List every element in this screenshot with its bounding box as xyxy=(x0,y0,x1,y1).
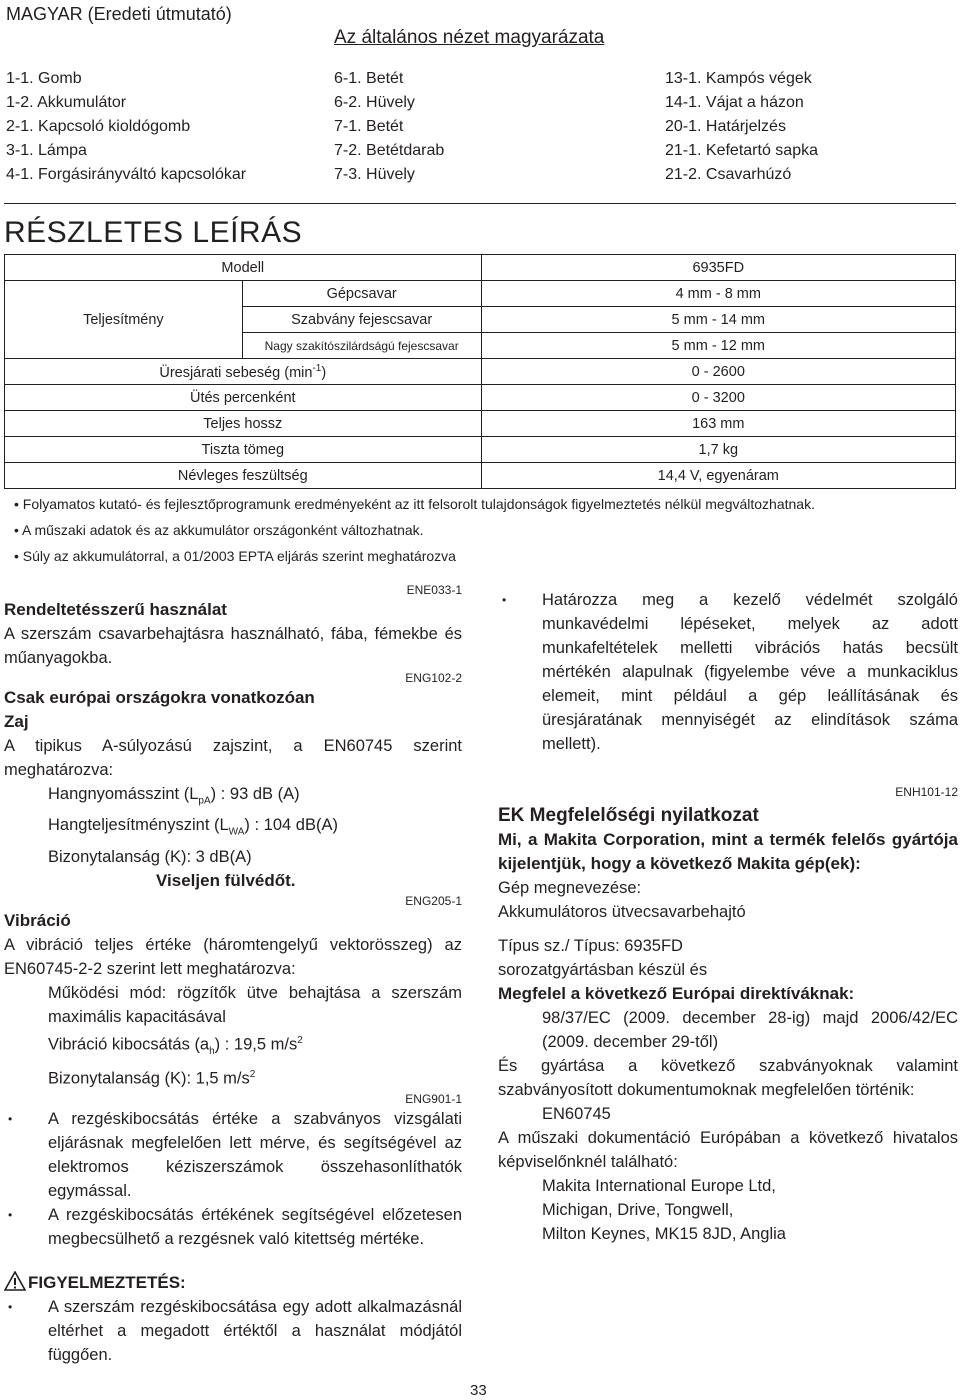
parts-list-col1 xyxy=(6,67,246,187)
list-item: • A rezgéskibocsátás értékének segítségével előzetesen megbecsülhető a rezgésnek való kitettség mértéke. xyxy=(4,1203,462,1251)
list-item: • A rezgéskibocsátás értéke a szabványos vizsgálati eljárásnak megfelelően lett mérve, és segítségével az elektromos kéziszerszámok összehasonlíthatók egymással. xyxy=(4,1107,462,1203)
perf-value: 5 mm - 12 mm xyxy=(481,333,955,359)
standard-item: EN60745 xyxy=(542,1105,611,1123)
bullet-icon: • xyxy=(502,593,507,607)
table-row xyxy=(5,255,956,281)
address-line: Milton Keynes, MK15 8JD, Anglia xyxy=(542,1225,786,1243)
page-number: 33 xyxy=(470,1382,487,1399)
specifications-table xyxy=(4,254,956,489)
parts-list-col3 xyxy=(665,67,818,187)
part-item: 21-1. Kefetartó sapka xyxy=(665,142,818,159)
right-column xyxy=(498,588,958,1246)
noload-speed-value: 0 - 2600 xyxy=(481,359,955,385)
part-item: 1-2. Akkumulátor xyxy=(6,94,127,111)
perf-label: Nagy szakítószilárdságú fejescsavar xyxy=(242,333,481,359)
model-label: Modell xyxy=(5,255,482,281)
section-code: ENH101-12 xyxy=(895,785,958,799)
ec-declaration-statement: Mi, a Makita Corporation, mint a termék felelős gyártója kijelentjük, hogy a következő Makita gép(ek): xyxy=(498,830,958,873)
spec-value: 163 mm xyxy=(481,411,955,437)
designation-value: Akkumulátoros ütvecsavarbehajtó xyxy=(498,903,746,921)
part-item: 3-1. Lámpa xyxy=(6,142,87,159)
intended-use-heading: Rendeltetésszerű használat xyxy=(4,600,227,619)
part-item: 2-1. Kapcsoló kioldógomb xyxy=(6,118,191,135)
model-type: Típus sz./ Típus: 6935FD xyxy=(498,937,683,955)
table-row xyxy=(5,411,956,437)
list-item: • Határozza meg a kezelő védelmét szolgáló munkavédelmi lépéseket, melyek az adott munkafeltételek melletti vibrációs hatás becsült mértékén alapulnak (figyelembe véve a munkaciklus elemeit, mint például a gép leállításának és üresjáratának mennyiségét az elindítások száma mellett). xyxy=(498,588,958,756)
noise-text: A tipikus A-súlyozású zajszint, a EN60745 szerint meghatározva: xyxy=(4,737,462,779)
note-item: • Folyamatos kutató- és fejlesztőprogramunk eredményeként az itt felsorolt tulajdonságok figyelmeztetés nélkül megváltozhatnak. xyxy=(14,496,815,512)
spec-value: 14,4 V, egyenáram xyxy=(481,463,955,489)
spec-notes xyxy=(14,491,815,569)
note-item: • Súly az akkumulátorral, a 01/2003 EPTA eljárás szerint meghatározva xyxy=(14,548,456,564)
note-item: • A műszaki adatok és az akkumulátor országonként változhatnak. xyxy=(14,522,424,538)
part-item: 14-1. Vájat a házon xyxy=(665,94,804,111)
directives-heading: Megfelel a következő Európai direktíváknak: xyxy=(498,984,855,1003)
spec-label: Tiszta tömeg xyxy=(5,437,482,463)
intended-use-text: A szerszám csavarbehajtásra használható, fába, fémekbe és műanyagokba. xyxy=(4,625,462,667)
noise-uncertainty: Bizonytalanság (K): 3 dB(A) xyxy=(48,847,252,866)
wear-ear-protection: Viseljen fülvédőt. xyxy=(156,870,296,890)
work-mode: Működési mód: rögzítők ütve behajtása a szerszám maximális kapacitásával xyxy=(48,983,462,1026)
spec-label: Névleges feszültség xyxy=(5,463,482,489)
part-item: 7-2. Betétdarab xyxy=(334,142,445,159)
address-line: Michigan, Drive, Tongwell, xyxy=(542,1201,734,1219)
perf-value: 4 mm - 8 mm xyxy=(481,281,955,307)
part-item: 20-1. Határjelzés xyxy=(665,118,786,135)
perf-value: 5 mm - 14 mm xyxy=(481,307,955,333)
vibration-emission: Vibráció kibocsátás $(a_h)$ : 19,5 $m/s^2$ xyxy=(48,1034,303,1057)
perf-label: Gépcsavar xyxy=(242,281,481,307)
noise-heading: Zaj xyxy=(4,712,29,731)
bullet-icon: • xyxy=(8,1207,13,1222)
bullet-icon: • xyxy=(8,1299,13,1314)
vibration-uncertainty: Bizonytalanság (K): 1,5 $m/s^2$ xyxy=(48,1069,256,1088)
spec-label: Teljes hossz xyxy=(5,411,482,437)
table-row xyxy=(5,281,956,307)
spec-value: 1,7 kg xyxy=(481,437,955,463)
warning-heading: FIGYELMEZTETÉS: xyxy=(4,1271,462,1295)
general-view-title: Az általános nézet magyarázata xyxy=(334,27,605,48)
directive-item: 98/37/EC (2009. december 28-ig) majd 2006/42/EC (2009. december 29-től) xyxy=(542,1009,958,1051)
section-code: ENG901-1 xyxy=(405,1091,462,1106)
table-row xyxy=(5,463,956,489)
ec-declaration-heading: EK Megfelelőségi nyilatkozat xyxy=(498,805,759,826)
bullet-icon: • xyxy=(8,1111,13,1126)
documentation-text: A műszaki dokumentáció Európában a következő hivatalos képviselőnknél található: xyxy=(498,1129,958,1171)
series-text: sorozatgyártásban készül és xyxy=(498,961,708,979)
section-code: ENE033-1 xyxy=(406,583,462,597)
warning-triangle-icon xyxy=(4,1271,26,1291)
eu-heading: Csak európai országokra vonatkozóan xyxy=(4,688,315,707)
designation-label: Gép megnevezése: xyxy=(498,879,642,897)
table-row xyxy=(5,437,956,463)
part-item: 4-1. Forgásirányváltó kapcsolókar xyxy=(6,166,247,183)
sound-power-level: Hangteljesítményszint $(L_{WA})$ : 104 dB(A) xyxy=(48,816,338,838)
part-item: 6-1. Betét xyxy=(334,70,404,87)
vibration-heading: Vibráció xyxy=(4,910,71,930)
part-item: 13-1. Kampós végek xyxy=(665,70,812,87)
section-code: ENG205-1 xyxy=(405,893,462,908)
sound-pressure-level: Hangnyomásszint $(L_{pA})$ : 93 dB (A) xyxy=(48,785,300,807)
part-item: 7-1. Betét xyxy=(334,118,404,135)
parts-list-col2 xyxy=(334,67,444,187)
perf-label: Szabvány fejescsavar xyxy=(242,307,481,333)
table-row xyxy=(5,359,956,385)
performance-label: Teljesítmény xyxy=(5,281,243,359)
model-value: 6935FD xyxy=(481,255,955,281)
spec-value: 0 - 3200 xyxy=(481,385,955,411)
address-line: Makita International Europe Ltd, xyxy=(542,1177,776,1195)
language-header: MAGYAR (Eredeti útmutató) xyxy=(6,4,232,24)
specifications-title: RÉSZLETES LEÍRÁS xyxy=(4,216,303,249)
standards-text: És gyártása a következő szabványoknak valamint szabványosított dokumentumoknak megfelelően történik: xyxy=(498,1057,958,1099)
part-item: 21-2. Csavarhúzó xyxy=(665,166,792,183)
section-code: ENG102-2 xyxy=(405,671,462,685)
part-item: 7-3. Hüvely xyxy=(334,166,415,183)
part-item: 6-2. Hüvely xyxy=(334,94,415,111)
section-divider xyxy=(4,203,956,204)
list-item: • A szerszám rezgéskibocsátása egy adott alkalmazásnál eltérhet a megadott értéktől a használat módjától függően. xyxy=(4,1295,462,1367)
left-column xyxy=(4,582,462,1367)
spec-label: Ütés percenként xyxy=(5,385,482,411)
part-item: 1-1. Gomb xyxy=(6,70,82,87)
table-row xyxy=(5,385,956,411)
noload-speed-label: Üresjárati sebeség $(\min^{-1})$ xyxy=(5,359,482,385)
vibration-text: A vibráció teljes értéke (háromtengelyű vektorösszeg) az EN60745-2-2 szerint lett meghatározva: xyxy=(4,935,462,978)
